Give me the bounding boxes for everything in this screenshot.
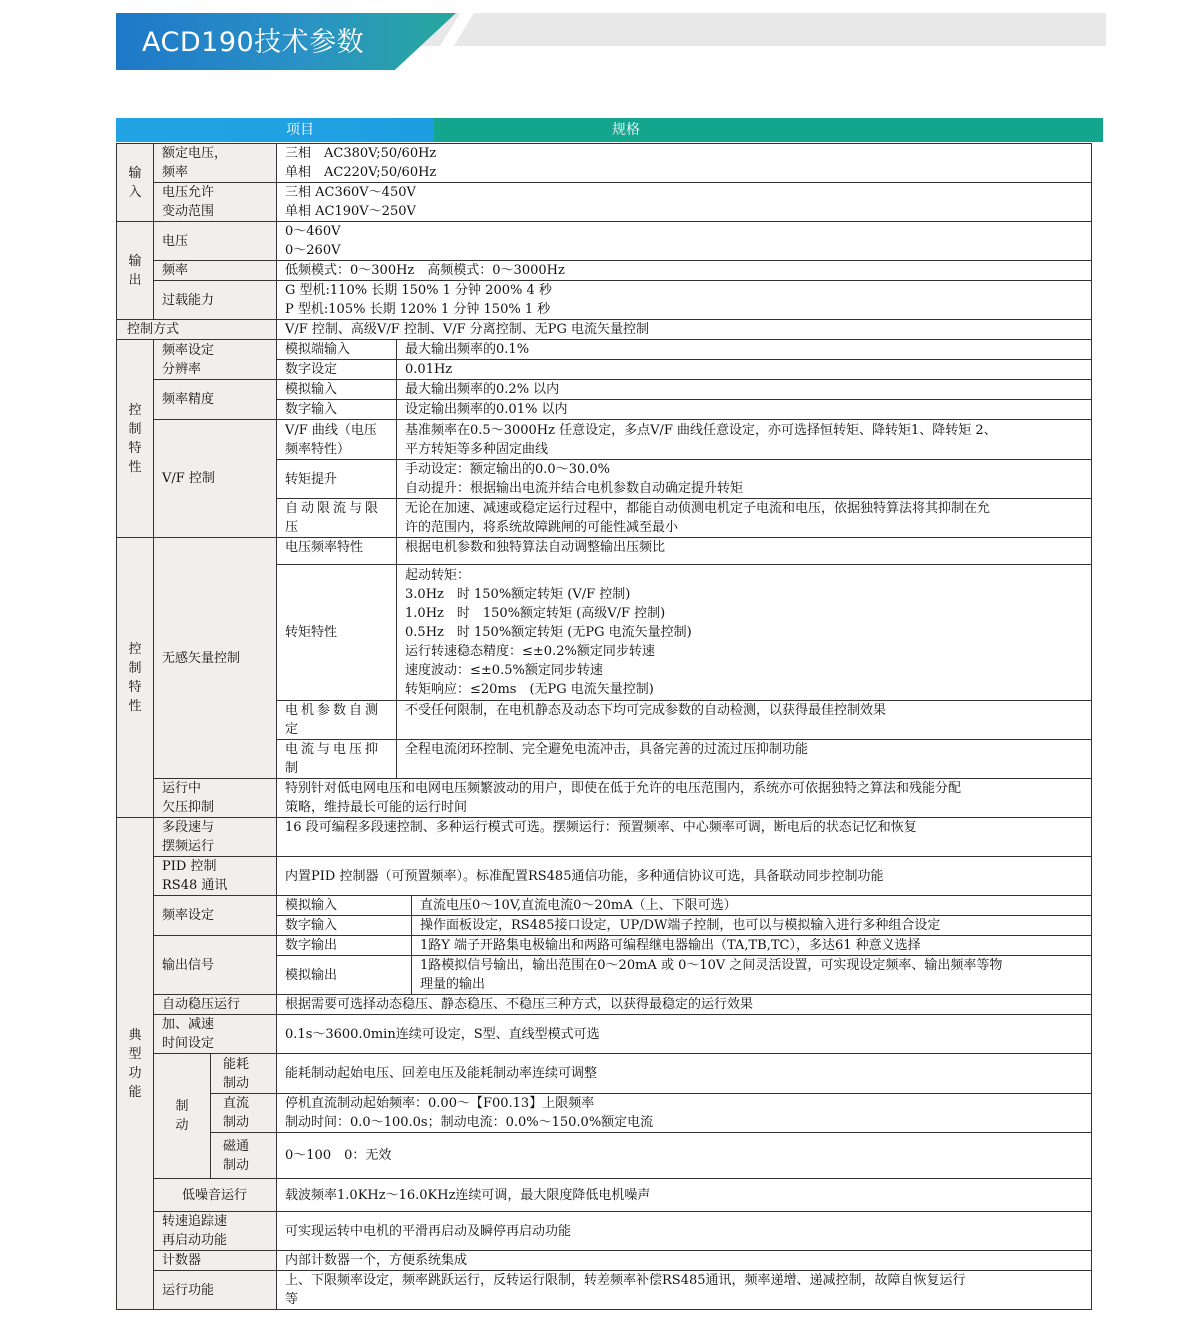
row-label: 加、减速 时间设定 <box>154 1015 277 1054</box>
sub-label: 转矩特性 <box>277 565 397 701</box>
row-value: 0～100 0：无效 <box>277 1133 1092 1179</box>
row-label: 自动稳压运行 <box>154 995 277 1015</box>
row-value: 根据需要可选择动态稳压、静态稳压、不稳压三种方式，以获得最稳定的运行效果 <box>277 995 1092 1015</box>
row-value: 上、下限频率设定，频率跳跃运行，反转运行限制，转差频率补偿RS485通讯，频率递增、递减控制，故障自恢复运行 等 <box>277 1271 1092 1310</box>
table-row <box>117 420 1092 460</box>
row-label: 磁通 制动 <box>211 1133 277 1179</box>
row-label: 频率设定 <box>154 896 277 936</box>
table-row <box>117 779 1092 818</box>
page-title: ACD190技术参数 <box>142 27 365 58</box>
table-row <box>117 320 1092 340</box>
row-value: 全程电流闭环控制、完全避免电流冲击，具备完善的过流过压抑制功能 <box>397 740 1092 779</box>
table-row <box>117 144 1092 183</box>
row-value: 载波频率1.0KHz～16.0KHz连续可调，最大限度降低电机噪声 <box>277 1179 1092 1212</box>
row-label: 多段速与 摆频运行 <box>154 818 277 857</box>
table-row <box>117 380 1092 400</box>
category-cell: 控制特性 <box>117 340 154 538</box>
table-row <box>117 183 1092 222</box>
sub-label: 数字输入 <box>277 400 397 420</box>
sub-label: V/F 曲线（电压 频率特性） <box>277 420 397 460</box>
row-value: 1路模拟信号输出，输出范围在0～20mA 或 0～10V 之间灵活设置，可实现设定频率、输出频率等物 理量的输出 <box>412 956 1092 995</box>
table-row <box>117 1212 1092 1251</box>
table-row <box>117 818 1092 857</box>
row-value: 最大输出频率的0.1% <box>397 340 1092 360</box>
row-value: 三相 AC360V～450V 单相 AC190V～250V <box>277 183 1092 222</box>
row-value: 手动设定：额定输出的0.0～30.0% 自动提升：根据输出电流并结合电机参数自动确定提升转矩 <box>397 460 1092 499</box>
row-value: 起动转矩： 3.0Hz 时 150%额定转矩 (V/F 控制) 1.0Hz 时 150%额定转矩 (高级V/F 控制) 0.5Hz 时 150%额定转矩 (无PG 电流矢量控制) 运行转速稳态精度：≤±0.2%额定同步转速 速度波动：≤±0.5%额定同步转速 转矩响应：≤20ms (无PG 电流矢量控制) <box>397 565 1092 701</box>
table-row <box>117 261 1092 281</box>
sub-label: 数字设定 <box>277 360 397 380</box>
row-value: 1路Y 端子开路集电极输出和两路可编程继电器输出（TA,TB,TC），多达61 种意义选择 <box>412 936 1092 956</box>
table-row <box>117 1133 1092 1179</box>
table-row <box>117 1179 1092 1212</box>
table-row <box>117 1015 1092 1054</box>
category-cell: 输入 <box>117 144 154 222</box>
table-row <box>117 222 1092 261</box>
sub-label: 模拟端输入 <box>277 340 397 360</box>
sub-label: 电机参数自测 定 <box>277 701 397 740</box>
row-label: 额定电压， 频率 <box>154 144 277 183</box>
row-value: 根据电机参数和独特算法自动调整输出压频比 <box>397 538 1092 565</box>
column-header-spec <box>434 118 1103 142</box>
row-value: 能耗制动起始电压、回差电压及能耗制动率连续可调整 <box>277 1054 1092 1094</box>
sub-label: 自动限流与限 压 <box>277 499 397 538</box>
row-value: V/F 控制、高级V/F 控制、V/F 分离控制、无PG 电流矢量控制 <box>277 320 1092 340</box>
table-row <box>117 340 1092 360</box>
category-cell: 控制特性 <box>117 538 154 818</box>
row-value: 三相 AC380V;50/60Hz 单相 AC220V;50/60Hz <box>277 144 1092 183</box>
row-label: 无感矢量控制 <box>154 538 277 779</box>
sub-label: 模拟输入 <box>277 380 397 400</box>
row-label: PID 控制 RS48 通讯 <box>154 857 277 896</box>
row-value: 内部计数器一个，方便系统集成 <box>277 1251 1092 1271</box>
row-value: 操作面板设定，RS485接口设定，UP/DW端子控制，也可以与模拟输入进行多种组合设定 <box>412 916 1092 936</box>
row-label: 运行功能 <box>154 1271 277 1310</box>
row-label: 运行中 欠压抑制 <box>154 779 277 818</box>
table-row <box>117 857 1092 896</box>
sub-label: 模拟输入 <box>277 896 412 916</box>
table-row <box>117 936 1092 956</box>
row-value: 低频模式：0～300Hz 高频模式：0～3000Hz <box>277 261 1092 281</box>
row-label: 电压允许 变动范围 <box>154 183 277 222</box>
row-value: 最大输出频率的0.2% 以内 <box>397 380 1092 400</box>
row-label: 计数器 <box>154 1251 277 1271</box>
row-value: 可实现运转中电机的平滑再启动及瞬停再启动功能 <box>277 1212 1092 1251</box>
sub-label: 数字输入 <box>277 916 412 936</box>
row-value: 0.01Hz <box>397 360 1092 380</box>
row-label: 直流 制动 <box>211 1094 277 1133</box>
row-label: 输出信号 <box>154 936 277 995</box>
row-value: 16 段可编程多段速控制、多种运行模式可选。摆频运行：预置频率、中心频率可调，断电后的状态记忆和恢复 <box>277 818 1092 857</box>
table-row <box>117 1054 1092 1094</box>
row-label: 低噪音运行 <box>154 1179 277 1212</box>
row-label: 过载能力 <box>154 281 277 320</box>
sub-label: 电压频率特性 <box>277 538 397 565</box>
row-label: 频率精度 <box>154 380 277 420</box>
table-row <box>117 281 1092 320</box>
table-row <box>117 896 1092 916</box>
table-row <box>117 538 1092 565</box>
category-cell: 典型功能 <box>117 818 154 1310</box>
table-row <box>117 995 1092 1015</box>
spec-table <box>116 143 1092 1310</box>
table-row <box>117 1271 1092 1310</box>
row-value: 直流电压0～10V,直流电流0～20mA（上、下限可选） <box>412 896 1092 916</box>
sub-label: 转矩提升 <box>277 460 397 499</box>
row-label: 频率设定 分辨率 <box>154 340 277 380</box>
row-value: G 型机:110% 长期 150% 1 分钟 200% 4 秒 P 型机:105% 长期 120% 1 分钟 150% 1 秒 <box>277 281 1092 320</box>
sub-label: 模拟输出 <box>277 956 412 995</box>
row-value: 停机直流制动起始频率：0.00～【F00.13】上限频率 制动时间：0.0～100.0s；制动电流：0.0%～150.0%额定电流 <box>277 1094 1092 1133</box>
row-label: 能耗 制动 <box>211 1054 277 1094</box>
row-value: 设定输出频率的0.01% 以内 <box>397 400 1092 420</box>
column-header-spec-label: 规格 <box>612 122 640 138</box>
sub-label: 电流与电压抑 制 <box>277 740 397 779</box>
row-value: 基准频率在0.5～3000Hz 任意设定，多点V/F 曲线任意设定，亦可选择恒转矩、降转矩1、降转矩 2、 平方转矩等多种固定曲线 <box>397 420 1092 460</box>
column-header-item-label: 项目 <box>286 122 314 138</box>
category-cell: 输出 <box>117 222 154 320</box>
row-value: 特别针对低电网电压和电网电压频繁波动的用户，即使在低于允许的电压范围内，系统亦可依据独特之算法和残能分配 策略，维持最长可能的运行时间 <box>277 779 1092 818</box>
row-value: 不受任何限制，在电机静态及动态下均可完成参数的自动检测，以获得最佳控制效果 <box>397 701 1092 740</box>
row-value: 0.1s～3600.0min连续可设定，S型、直线型模式可选 <box>277 1015 1092 1054</box>
row-value: 无论在加速、减速或稳定运行过程中，都能自动侦测电机定子电流和电压，依据独特算法将其抑制在允 许的范围内，将系统故障跳闸的可能性减至最小 <box>397 499 1092 538</box>
row-value: 0～460V 0～260V <box>277 222 1092 261</box>
row-value: 内置PID 控制器（可预置频率）。标准配置RS485通信功能，多种通信协议可选，具备联动同步控制功能 <box>277 857 1092 896</box>
sub-label: 数字输出 <box>277 936 412 956</box>
row-label: V/F 控制 <box>154 420 277 538</box>
row-label: 控制方式 <box>117 320 277 340</box>
row-label: 频率 <box>154 261 277 281</box>
column-header-item <box>116 118 434 142</box>
table-row <box>117 1094 1092 1133</box>
brake-label: 制动 <box>154 1054 211 1179</box>
row-label: 电压 <box>154 222 277 261</box>
row-label: 转速追踪速 再启动功能 <box>154 1212 277 1251</box>
table-row <box>117 1251 1092 1271</box>
